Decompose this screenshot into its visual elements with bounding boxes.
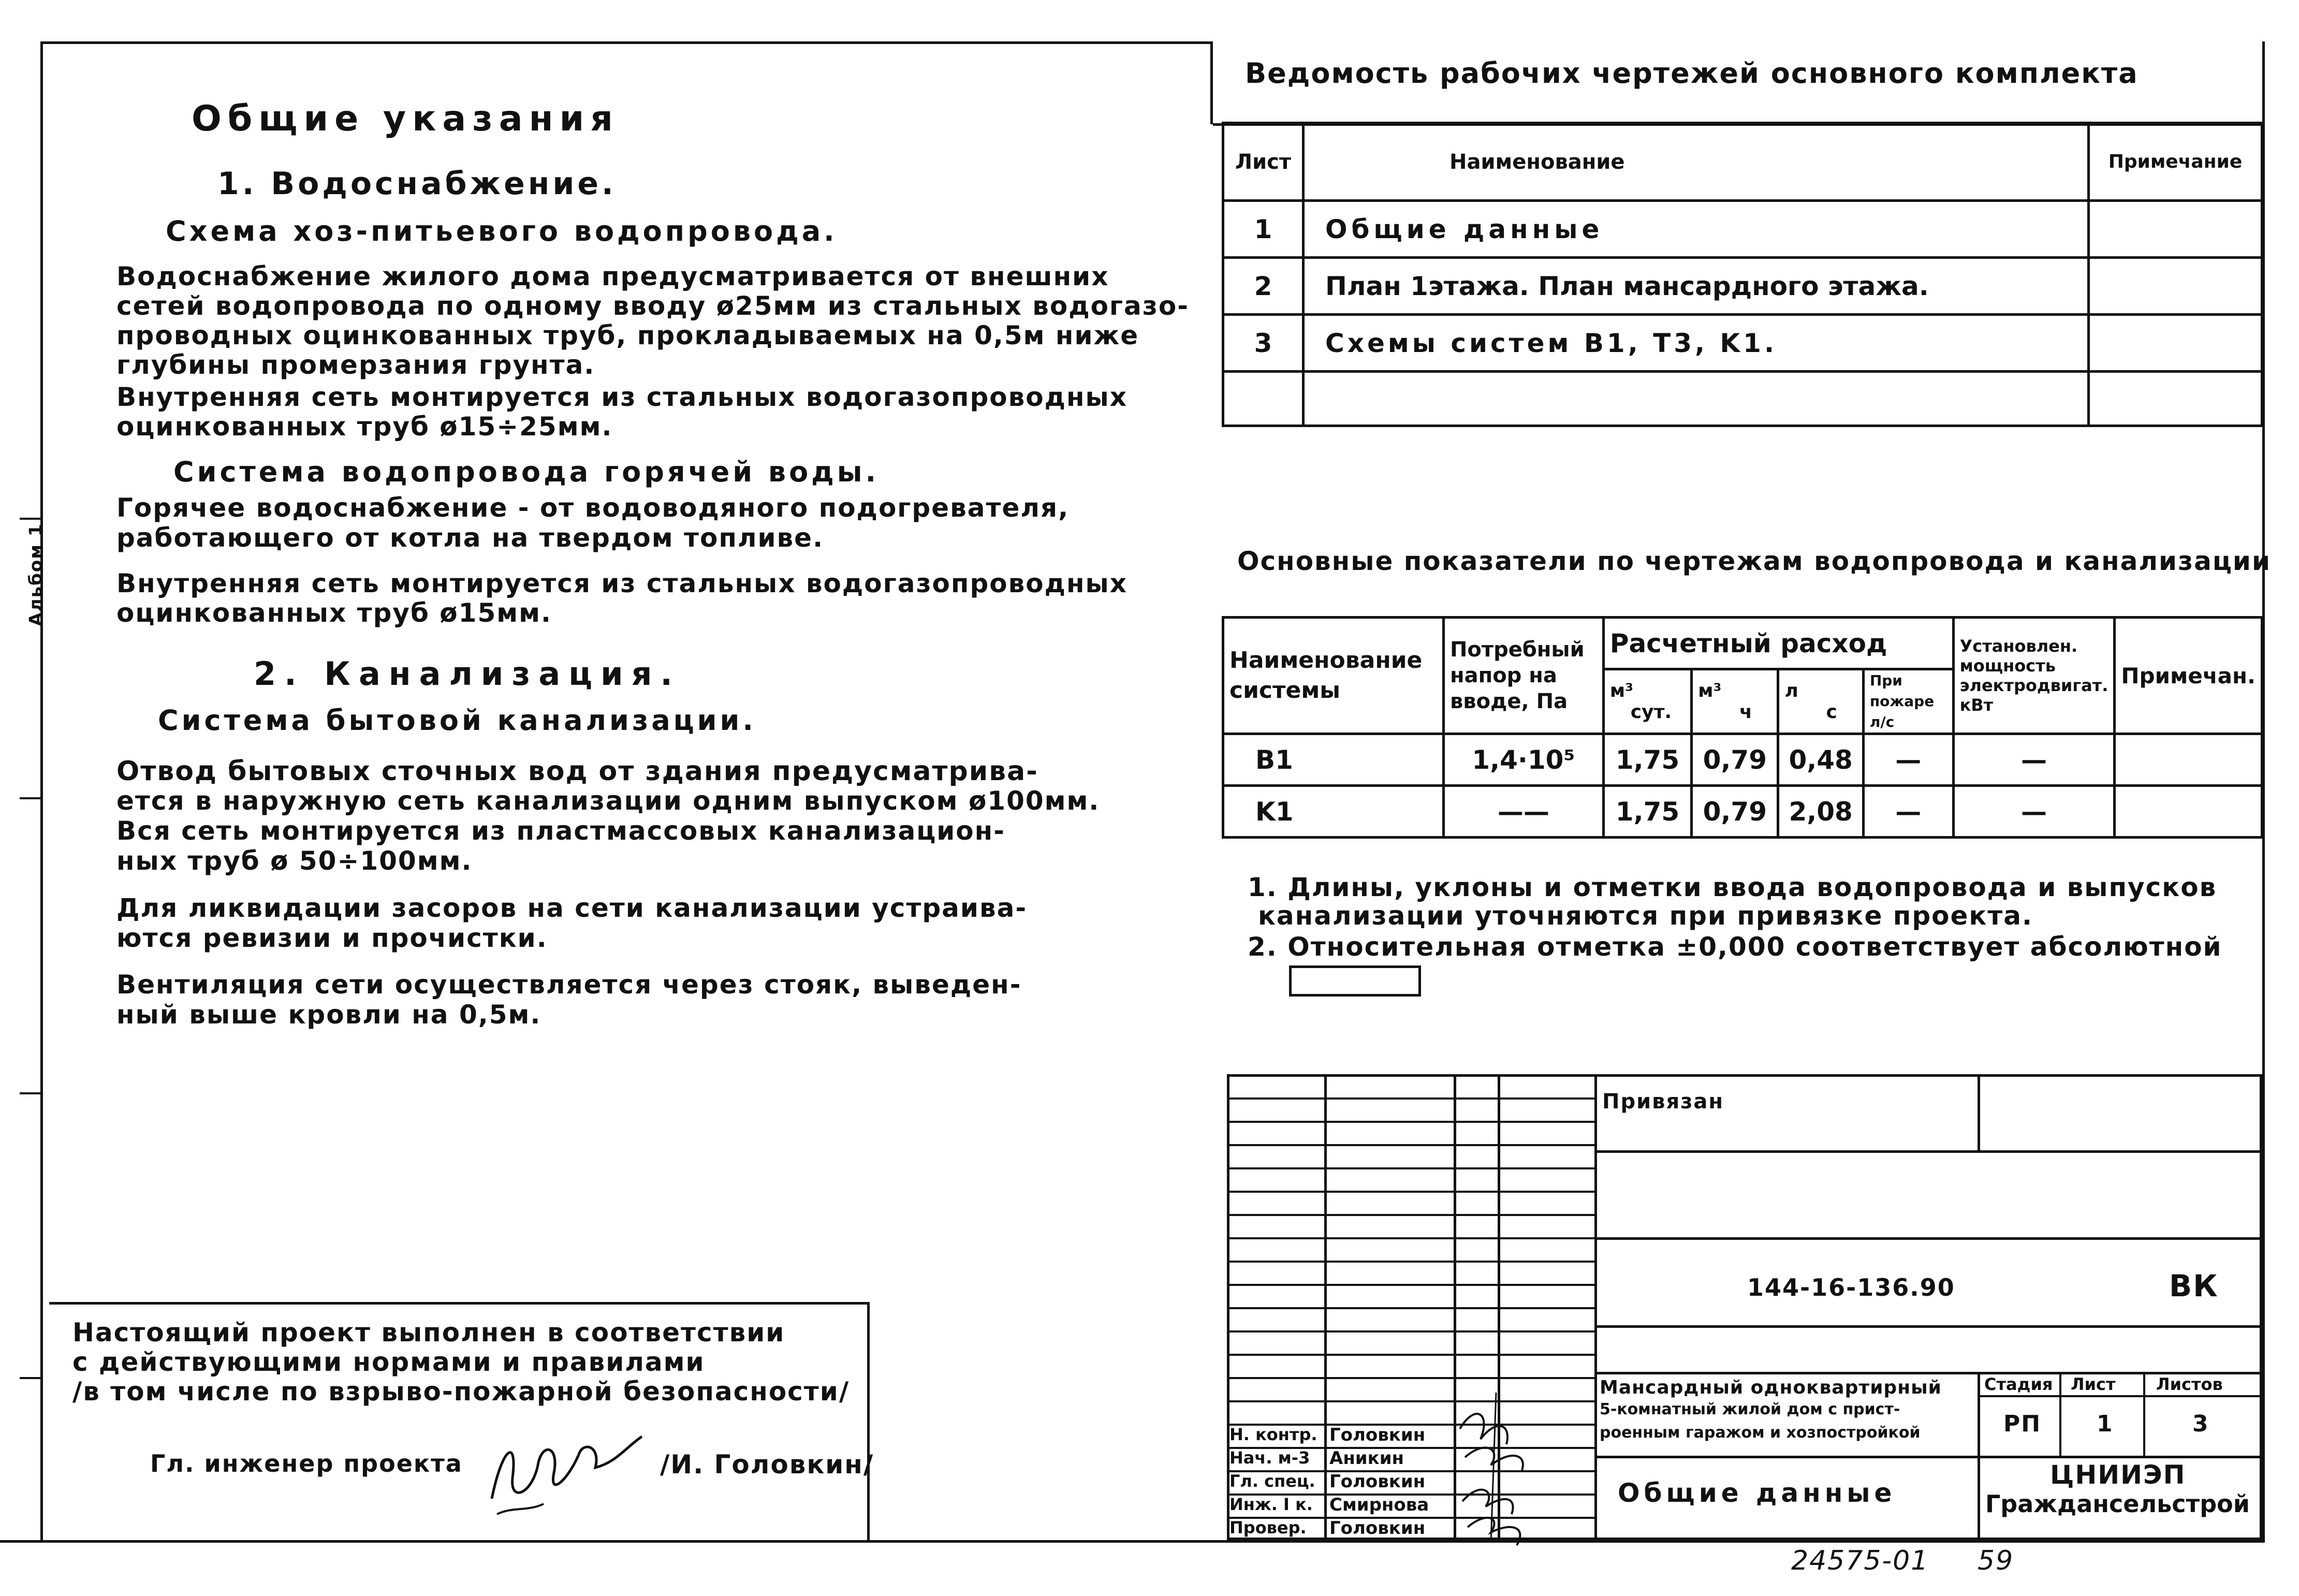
- sheets-h-name: Наименование: [1304, 123, 2089, 201]
- table-row: [2089, 315, 2262, 372]
- p6-line1: Для ликвидации засоров на сети канализации устраива-: [116, 893, 1028, 923]
- p1-line4: глубины промерзания грунта.: [116, 350, 595, 380]
- stamp-stage-h: Стадия: [1984, 1374, 2053, 1394]
- table-row: —: [1863, 734, 1953, 786]
- table-row: [1304, 372, 2089, 426]
- stamp-signatures: [1455, 1372, 1558, 1558]
- subtitle-hot-water: Система водопровода горячей воды.: [173, 456, 880, 488]
- signer-name: Аникин: [1329, 1448, 1404, 1469]
- stamp-doc-title: Общие данные: [1618, 1478, 1896, 1508]
- section-sewer: 2. Канализация.: [254, 655, 681, 693]
- doc-number: 24575-01: [1791, 1545, 1929, 1576]
- p5-line4: ных труб ø 50÷100мм.: [116, 846, 473, 876]
- ind-h-note: Примечан.: [2115, 618, 2262, 734]
- p5-line3: Вся сеть монтируется из пластмассовых канализацион-: [116, 816, 1005, 846]
- stamp-section: ВК: [2169, 1268, 2219, 1304]
- stamp-org-1: ЦНИИЭП: [2050, 1460, 2186, 1490]
- ind-h-ls-a: л: [1784, 680, 1798, 701]
- p2-line1: Внутренняя сеть монтируется из стальных водогазопроводных: [116, 382, 1127, 412]
- ind-h-flow: Расчетный расход: [1603, 618, 1953, 669]
- notes-title: Общие указания: [192, 98, 619, 139]
- compliance-line1: Настоящий проект выполнен в соответствии: [72, 1317, 785, 1348]
- compliance-line2: с действующими нормами и правилами: [72, 1347, 705, 1377]
- sheets-table: [1222, 122, 2263, 427]
- table-row: [2115, 734, 2262, 786]
- p1-line2: сетей водопровода по одному вводу ø25мм из стальных водогазо-: [116, 291, 1189, 321]
- signer-role: Гл. спец.: [1229, 1471, 1315, 1491]
- subtitle-cold-water: Схема хоз-питьевого водопровода.: [166, 215, 838, 247]
- table-row: [2115, 786, 2262, 838]
- table-row: 0,48: [1778, 734, 1863, 786]
- table-row: [2089, 258, 2262, 315]
- table-row: B1: [1223, 734, 1444, 786]
- compliance-line3: /в том числе по взрыво-пожарной безопасности/: [72, 1377, 850, 1407]
- table-row: 2: [1223, 258, 1304, 315]
- subtitle-sewer: Система бытовой канализации.: [158, 704, 756, 737]
- table-row: —: [1953, 786, 2115, 838]
- table-row: Общие данные: [1304, 201, 2089, 258]
- signer-role: Нач. м-3: [1229, 1448, 1310, 1468]
- table-row: —: [1953, 734, 2115, 786]
- p4-line1: Внутренняя сеть монтируется из стальных водогазопроводных: [116, 568, 1127, 598]
- sheets-h-note: Примечание: [2089, 123, 2262, 201]
- frame-top-left: [40, 41, 1210, 44]
- table-row: 0,79: [1692, 786, 1778, 838]
- ind-h-fire: При пожаре л/с: [1869, 672, 1935, 730]
- chief-signature: [481, 1416, 657, 1519]
- ind-h-system: Наименование системы: [1229, 647, 1423, 704]
- table-row: 1,75: [1603, 734, 1691, 786]
- signer-name: Головкин: [1329, 1518, 1426, 1539]
- table-row: 1: [1223, 201, 1304, 258]
- ind-h-pressure: Потребный напор на вводе, Па: [1449, 638, 1585, 713]
- signer-role: Инж. I к.: [1229, 1495, 1313, 1514]
- chief-role: Гл. инженер проекта: [150, 1449, 463, 1477]
- stamp-project-1: Мансардный одноквартирный: [1600, 1377, 1942, 1398]
- signer-name: Головкин: [1329, 1425, 1426, 1445]
- p7-line1: Вентиляция сети осуществляется через стояк, выведен-: [116, 970, 1022, 1000]
- stamp-sheets: 3: [2192, 1411, 2209, 1437]
- chief-name: /И. Головкин/: [660, 1449, 874, 1480]
- p4-line2: оцинкованных труб ø15мм.: [116, 598, 552, 628]
- ind-h-m3h-a: м³: [1698, 680, 1722, 701]
- stamp-sheet: 1: [2097, 1411, 2114, 1437]
- stamp-sheets-h: Листов: [2156, 1374, 2223, 1394]
- table-row: K1: [1223, 786, 1444, 838]
- table-row: Схемы систем B1, T3, K1.: [1304, 315, 2089, 372]
- ind-h-m3day-b: сут.: [1630, 701, 1672, 723]
- table-row: 1,4·10⁵: [1443, 734, 1603, 786]
- table-row: 0,79: [1692, 734, 1778, 786]
- frame-left: [40, 41, 43, 1543]
- p3-line2: работающего от котла на твердом топливе.: [116, 523, 824, 553]
- ind-h-m3day-a: м³: [1609, 680, 1633, 701]
- table-row: План 1этажа. План мансардного этажа.: [1304, 258, 2089, 315]
- stamp-sheet-h: Лист: [2071, 1374, 2116, 1394]
- indicators-title: Основные показатели по чертежам водопровода и канализации: [1237, 546, 2271, 576]
- signer-role: Провер.: [1229, 1518, 1307, 1538]
- table-row: 3: [1223, 315, 1304, 372]
- table-row: [2089, 201, 2262, 258]
- p2-line2: оцинкованных труб ø15÷25мм.: [116, 412, 613, 442]
- p5-line1: Отвод бытовых сточных вод от здания предусматрива-: [116, 756, 1038, 787]
- p7-line2: ный выше кровли на 0,5м.: [116, 1000, 541, 1030]
- p1-line3: проводных оцинкованных труб, прокладываемых на 0,5м ниже: [116, 320, 1139, 350]
- sheets-title: Ведомость рабочих чертежей основного комплекта: [1245, 57, 2139, 90]
- frame-top-right: [1210, 41, 1213, 124]
- remark-line1: 1. Длины, уклоны и отметки ввода водопровода и выпусков: [1248, 872, 2217, 902]
- signer-role: Н. контр.: [1229, 1425, 1317, 1444]
- p6-line2: ются ревизии и прочистки.: [116, 923, 548, 953]
- remark-line3: 2. Относительная отметка ±0,000 соответствует абсолютной: [1248, 932, 2222, 962]
- table-row: —: [1863, 786, 1953, 838]
- sheets-h-num: Лист: [1223, 123, 1304, 201]
- ind-h-ls-b: с: [1826, 701, 1837, 723]
- table-row: [2089, 372, 2262, 426]
- stamp-code: 144-16-136.90: [1747, 1273, 1955, 1301]
- indicators-table: [1222, 616, 2263, 839]
- ind-h-m3h-b: ч: [1739, 701, 1752, 723]
- elevation-blank-box: [1289, 965, 1421, 997]
- table-row: [1223, 372, 1304, 426]
- table-row: 2,08: [1778, 786, 1863, 838]
- stamp-project-3: роенным гаражом и хозпостройкой: [1600, 1424, 1921, 1442]
- p1-line1: Водоснабжение жилого дома предусматривается от внешних: [116, 261, 1109, 291]
- signer-name: Смирнова: [1329, 1495, 1429, 1515]
- page-number: 59: [1978, 1545, 2014, 1576]
- signer-name: Головкин: [1329, 1471, 1426, 1492]
- stamp-org-2: Граждансельстрой: [1985, 1490, 2250, 1518]
- p5-line2: ется в наружную сеть канализации одним выпуском ø100мм.: [116, 786, 1100, 816]
- stamp-stage: РП: [2003, 1411, 2042, 1437]
- p3-line1: Горячее водоснабжение - от водоводяного подогревателя,: [116, 493, 1070, 523]
- table-row: ——: [1443, 786, 1603, 838]
- ind-h-power: Установлен. мощность электродвигат. кВт: [1959, 636, 2108, 715]
- side-label: Альбом 1: [25, 523, 47, 626]
- table-row: 1,75: [1603, 786, 1691, 838]
- section-water: 1. Водоснабжение.: [217, 166, 617, 202]
- stamp-project-2: 5-комнатный жилой дом с прист-: [1600, 1400, 1900, 1418]
- stamp-attached: Привязан: [1602, 1090, 1724, 1114]
- remark-line2: канализации уточняются при привязке проекта.: [1258, 901, 2033, 931]
